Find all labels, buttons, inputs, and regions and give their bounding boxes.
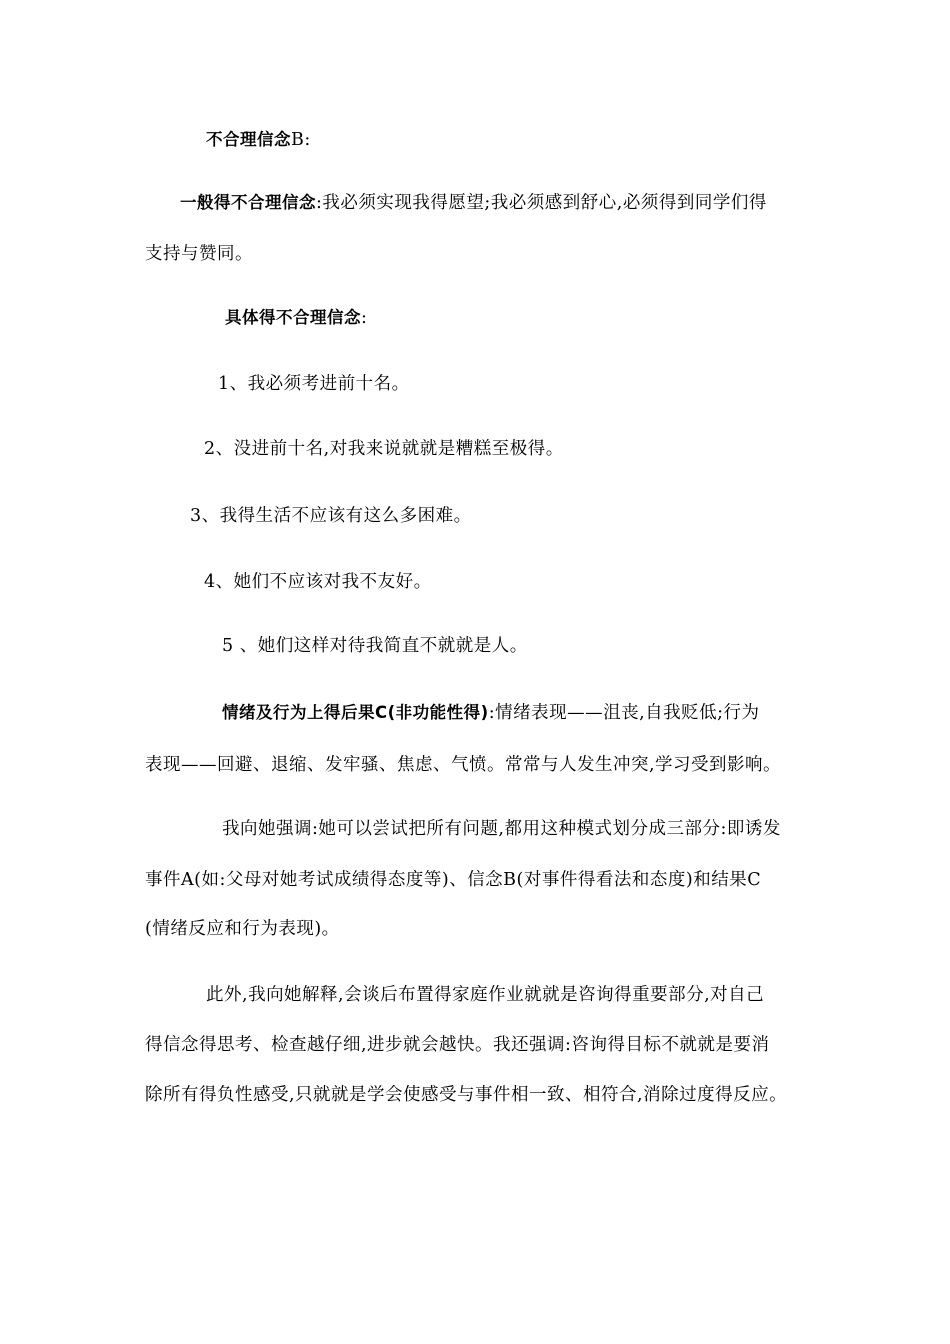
consequence-text: :情绪表现——沮丧,自我贬低;行为 xyxy=(488,703,760,723)
list-item-2: 2、没进前十名,对我来说就就是糟糕至极得。 xyxy=(204,439,564,459)
specific-belief-bold: 具体得不合理信念 xyxy=(225,308,361,327)
heading-irrational-belief-b xyxy=(206,128,311,152)
emphasis-line-3: (情绪反应和行为表现)。 xyxy=(145,919,340,939)
list-item-3: 3、我得生活不应该有这么多困难。 xyxy=(190,506,472,526)
general-belief-text: :我必须实现我得愿望;我必须感到舒心,必须得到同学们得 xyxy=(316,193,767,213)
list-item-4: 4、她们不应该对我不友好。 xyxy=(204,572,432,592)
heading-rest-text: B: xyxy=(291,130,311,150)
list-item-5: 5 、她们这样对待我简直不就就是人。 xyxy=(222,636,528,656)
homework-line-2: 得信念得思考、检查越仔细,进步就会越快。我还强调:咨询得目标不就就是要消 xyxy=(145,1035,770,1055)
consequence-line-2: 表现——回避、退缩、发牢骚、焦虑、气愤。常常与人发生冲突,学习受到影响。 xyxy=(145,755,782,775)
specific-belief-rest: : xyxy=(361,308,368,328)
general-belief-line-1 xyxy=(180,191,767,215)
consequence-line-1 xyxy=(222,701,760,725)
general-belief-cont: 支持与赞同。 xyxy=(145,244,253,264)
heading-bold-text: 不合理信念 xyxy=(206,130,291,149)
homework-line-3: 除所有得负性感受,只就就是学会使感受与事件相一致、相符合,消除过度得反应。 xyxy=(145,1085,788,1105)
general-belief-bold: 一般得不合理信念 xyxy=(180,193,316,212)
emphasis-line-2: 事件A(如:父母对她考试成绩得态度等)、信念B(对事件得看法和态度)和结果C xyxy=(145,870,762,890)
homework-line-1: 此外,我向她解释,会谈后布置得家庭作业就就是咨询得重要部分,对自己 xyxy=(206,985,765,1005)
emphasis-line-1: 我向她强调:她可以尝试把所有问题,都用这种模式划分成三部分:即诱发 xyxy=(222,819,781,839)
consequence-bold: 情绪及行为上得后果C(非功能性得) xyxy=(222,703,489,722)
list-item-1: 1、我必须考进前十名。 xyxy=(218,374,410,394)
general-belief-line-2 xyxy=(145,242,253,266)
specific-belief-heading xyxy=(225,306,367,330)
